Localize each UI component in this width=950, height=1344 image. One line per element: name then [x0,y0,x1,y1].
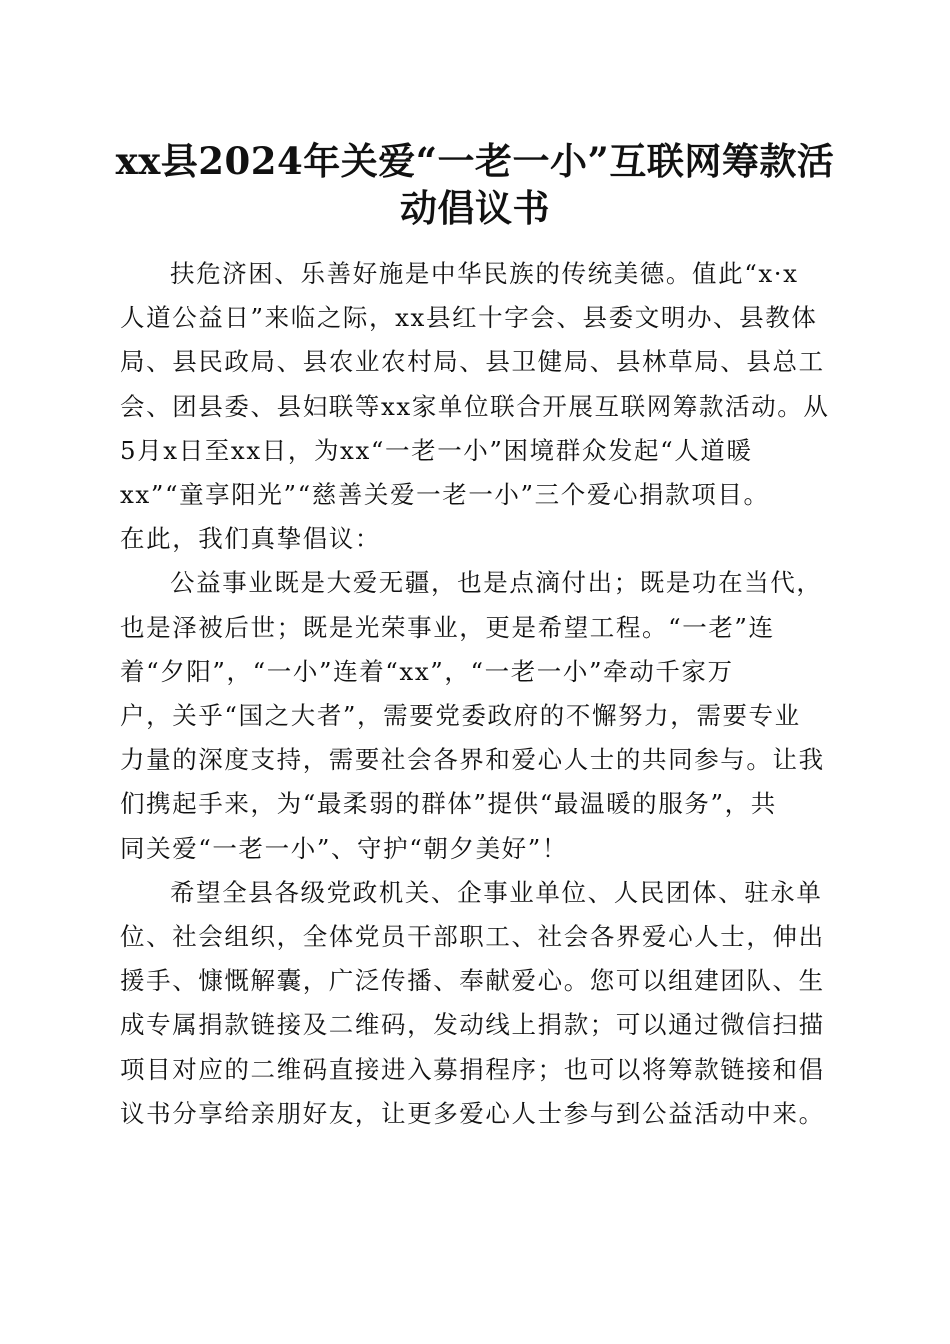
paragraph-line: 同关爱“一老一小”、守护“朝夕美好”！ [120,833,568,863]
paragraph-line: 人道公益日”来临之际，xx县红十字会、县委文明办、县教体 [120,303,818,333]
document-title [110,138,840,232]
paragraph-line: 会、团县委、县妇联等xx家单位联合开展互联网筹款活动。从 [120,391,830,421]
paragraph-line: 局、县民政局、县农业农村局、县卫健局、县林草局、县总工 [120,347,825,377]
paragraph-line: xx”“童享阳光”“慈善关爱一老一小”三个爱心捐款项目。 [120,480,770,510]
paragraph-line: 也是泽被后世；既是光荣事业，更是希望工程。“一老”连 [120,612,775,642]
title-line-1: xx县2024年关爱“一老一小”互联网筹款活 [115,139,835,183]
paragraph-line: 力量的深度支持，需要社会各界和爱心人士的共同参与。让我 [120,745,825,775]
document-body [120,252,830,1136]
paragraph-line: 5月x日至xx日，为xx“一老一小”困境群众发起“人道暖 [120,435,753,465]
paragraph-line: 位、社会组织，全体党员干部职工、社会各界爱心人士，伸出 [120,922,825,952]
paragraph-3 [120,871,826,1136]
paragraph-line: 成专属捐款链接及二维码，发动线上捐款；可以通过微信扫描 [120,1010,825,1040]
paragraph-line: 扶危济困、乐善好施是中华民族的传统美德。值此“x·x [170,259,799,288]
paragraph-line: 公益事业既是大爱无疆，也是点滴付出；既是功在当代， [170,568,823,598]
paragraph-1 [120,252,830,561]
paragraph-line: 援手、慷慨解囊，广泛传播、奉献爱心。您可以组建团队、生 [120,966,825,996]
paragraph-2 [120,561,826,870]
paragraph-line: 议书分享给亲朋好友，让更多爱心人士参与到公益活动中来。 [120,1098,825,1128]
paragraph-line: 户，关乎“国之大者”，需要党委政府的不懈努力，需要专业 [120,701,801,731]
paragraph-line: 着“夕阳”，“一小”连着“xx”，“一老一小”牵动千家万 [120,656,734,686]
paragraph-line: 在此，我们真挚倡议： [120,524,381,554]
title-line-2: 动倡议书 [400,186,550,230]
paragraph-line: 们携起手来，为“最柔弱的群体”提供“最温暖的服务”，共 [120,789,777,819]
paragraph-line: 项目对应的二维码直接进入募捐程序；也可以将筹款链接和倡 [120,1054,825,1084]
paragraph-line: 希望全县各级党政机关、企事业单位、人民团体、驻永单 [170,877,823,907]
